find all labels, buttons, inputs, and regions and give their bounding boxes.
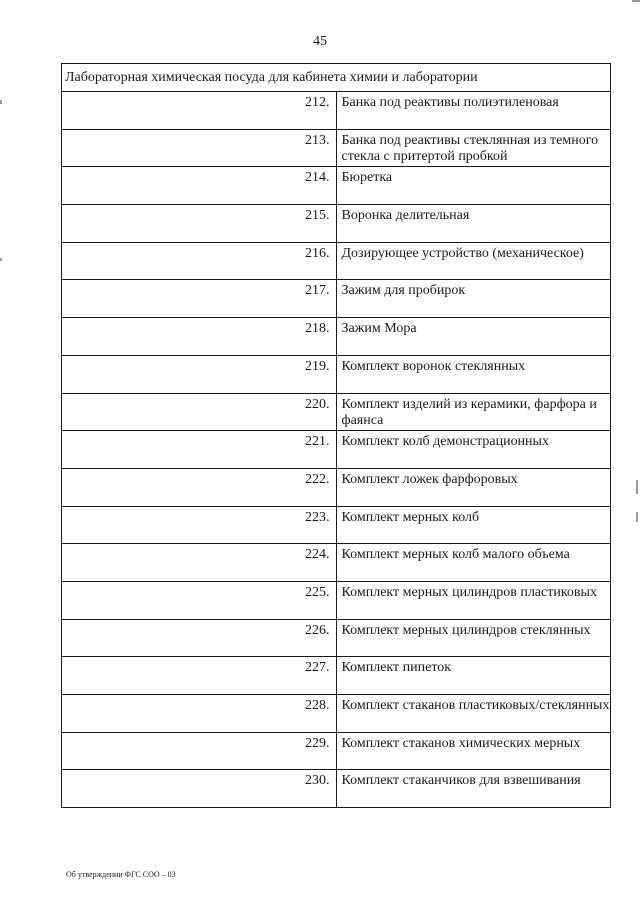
scan-mark — [636, 480, 638, 494]
row-item-name: Комплект ложек фарфоровых — [336, 468, 611, 506]
table-row — [62, 619, 611, 657]
row-item-name: Комплект мерных колб — [336, 506, 611, 544]
table-row — [62, 242, 611, 280]
row-item-name: Комплект воронок стеклянных — [336, 355, 611, 393]
row-number: 213. — [62, 129, 337, 167]
row-item-name: Комплект мерных цилиндров пластиковых — [336, 581, 611, 619]
row-number: 212. — [62, 92, 337, 130]
row-number: 223. — [62, 506, 337, 544]
table-row — [62, 657, 611, 695]
scan-mark — [0, 258, 2, 261]
table-row — [62, 355, 611, 393]
table-section-header: Лабораторная химическая посуда для кабинета химии и лаборатории — [62, 64, 611, 92]
table-row — [62, 431, 611, 469]
row-item-name: Комплект стаканчиков для взвешивания — [336, 770, 611, 808]
row-item-name: Комплект колб демонстрационных — [336, 431, 611, 469]
row-item-name: Воронка делительная — [336, 205, 611, 243]
table-row — [62, 129, 611, 167]
row-item-name: Бюретка — [336, 167, 611, 205]
row-number: 215. — [62, 205, 337, 243]
row-number: 214. — [62, 167, 337, 205]
row-number: 229. — [62, 732, 337, 770]
table-row — [62, 468, 611, 506]
row-number: 217. — [62, 280, 337, 318]
table-row — [62, 205, 611, 243]
row-number: 227. — [62, 657, 337, 695]
row-number: 230. — [62, 770, 337, 808]
row-number: 224. — [62, 544, 337, 582]
row-number: 222. — [62, 468, 337, 506]
row-item-name: Дозирующее устройство (механическое) — [336, 242, 611, 280]
table-row — [62, 581, 611, 619]
scan-mark — [636, 512, 638, 522]
row-item-name: Комплект мерных колб малого объема — [336, 544, 611, 582]
table-header-row — [62, 64, 611, 92]
row-number: 228. — [62, 695, 337, 733]
table-row — [62, 318, 611, 356]
table-row — [62, 506, 611, 544]
table-row — [62, 732, 611, 770]
table-row — [62, 393, 611, 431]
row-item-name: Банка под реактивы полиэтиленовая — [336, 92, 611, 130]
row-item-name: Комплект стаканов химических мерных — [336, 732, 611, 770]
row-number: 221. — [62, 431, 337, 469]
page-number: 45 — [313, 34, 327, 49]
row-number: 220. — [62, 393, 337, 431]
table-row — [62, 695, 611, 733]
row-item-name: Комплект пипеток — [336, 657, 611, 695]
table-row — [62, 167, 611, 205]
table-row — [62, 770, 611, 808]
scan-mark — [0, 100, 2, 104]
row-item-name: Комплект стаканов пластиковых/стеклянных — [336, 695, 611, 733]
row-number: 216. — [62, 242, 337, 280]
table-body — [62, 64, 611, 808]
row-number: 219. — [62, 355, 337, 393]
table-row — [62, 544, 611, 582]
row-item-name: Банка под реактивы стеклянная из темного стекла с притертой пробкой — [336, 129, 611, 167]
footer-text: Об утверждении ФГС СОО – 03 — [66, 870, 176, 879]
row-item-name: Зажим Мора — [336, 318, 611, 356]
row-number: 218. — [62, 318, 337, 356]
table-row — [62, 92, 611, 130]
row-item-name: Зажим для пробирок — [336, 280, 611, 318]
scan-mark — [632, 0, 640, 2]
row-item-name: Комплект изделий из керамики, фарфора и фаянса — [336, 393, 611, 431]
row-number: 225. — [62, 581, 337, 619]
table-row — [62, 280, 611, 318]
row-item-name: Комплект мерных цилиндров стеклянных — [336, 619, 611, 657]
row-number: 226. — [62, 619, 337, 657]
equipment-table — [61, 63, 611, 808]
